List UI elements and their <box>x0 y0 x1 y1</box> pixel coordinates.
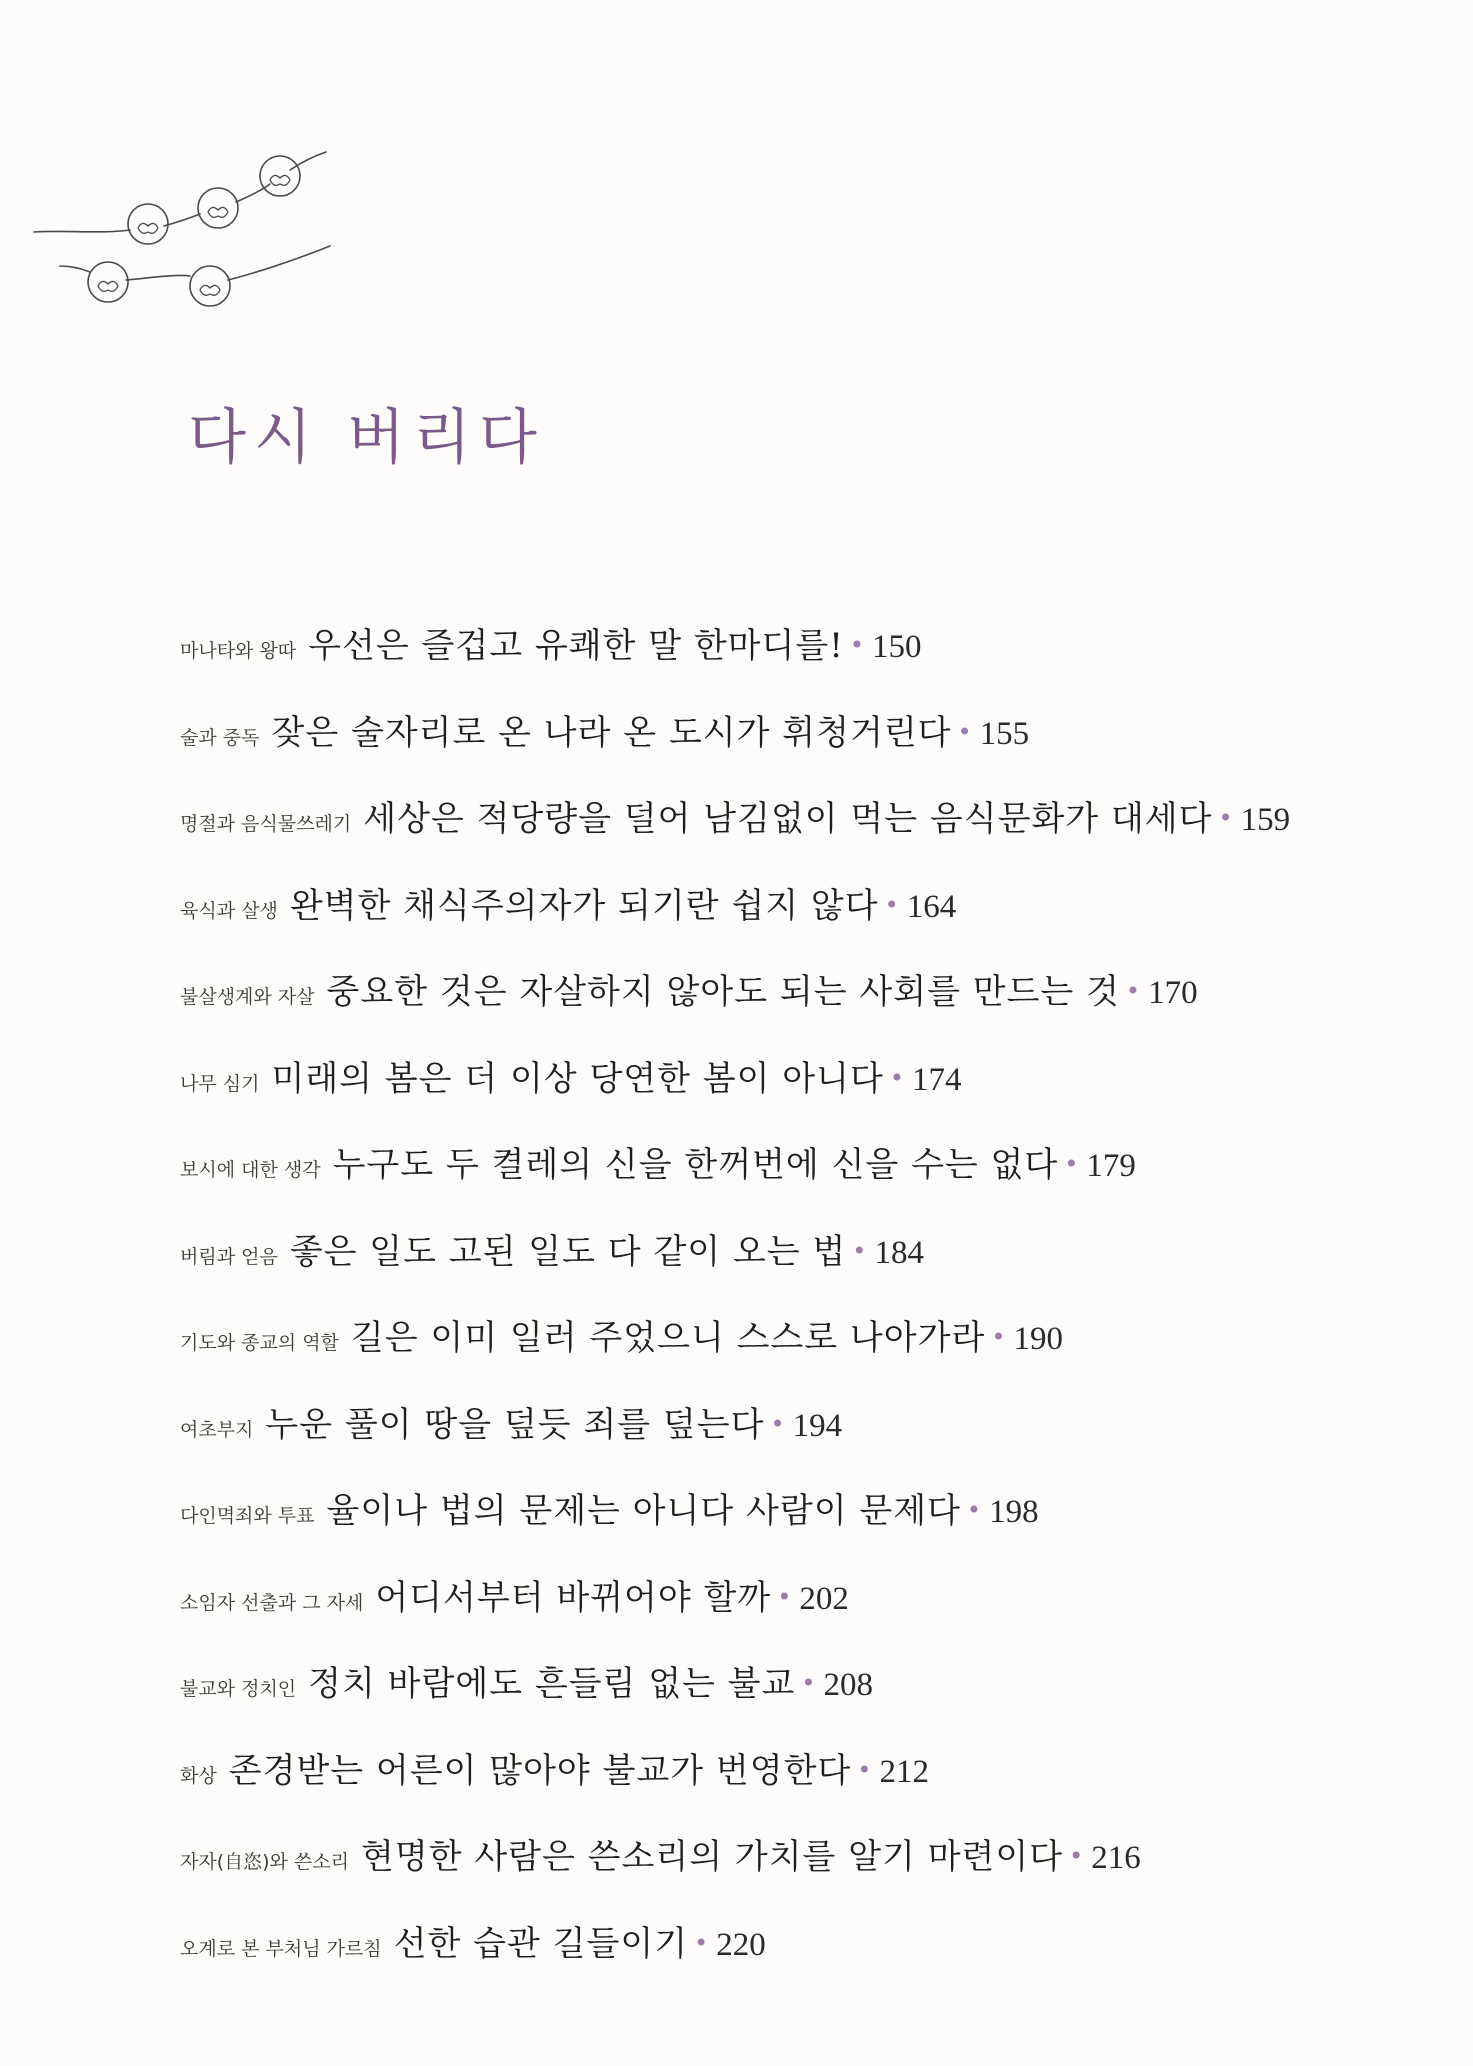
entry-title: 현명한 사람은 쓴소리의 가치를 알기 마련이다 <box>361 1837 1064 1877</box>
entry-separator: • <box>1218 804 1233 832</box>
entry-page-number: 190 <box>1013 1321 1063 1357</box>
entry-page-number: 194 <box>792 1407 843 1444</box>
toc-entry[interactable] <box>180 878 1360 965</box>
toc-entry[interactable] <box>180 1051 1360 1138</box>
flower-garland-icon <box>30 140 340 330</box>
entry-page-number: 198 <box>989 1494 1039 1530</box>
toc-entry[interactable] <box>180 1310 1360 1397</box>
entry-topic: 버림과 얻음 <box>180 1245 278 1268</box>
entry-separator: • <box>957 717 972 746</box>
entry-separator: • <box>770 1409 785 1438</box>
entry-separator: • <box>777 1582 792 1611</box>
toc-entry[interactable] <box>180 791 1360 878</box>
entry-title: 중요한 것은 자살하지 않아도 되는 사회를 만드는 것 <box>326 972 1120 1012</box>
entry-separator: • <box>1125 977 1141 1005</box>
entry-title: 세상은 적당량을 덜어 남김없이 먹는 음식문화가 대세다 <box>363 799 1213 839</box>
toc-entry[interactable] <box>180 1570 1360 1657</box>
entry-topic: 소임자 선출과 그 자세 <box>180 1591 364 1614</box>
entry-page-number: 202 <box>799 1580 849 1617</box>
entry-topic: 다인멱죄와 투표 <box>180 1505 315 1527</box>
entry-page-number: 159 <box>1240 802 1291 838</box>
entry-page-number: 220 <box>716 1926 766 1963</box>
entry-page-number: 170 <box>1148 975 1198 1011</box>
entry-topic: 불살생계와 자살 <box>180 986 315 1008</box>
entry-title: 누구도 두 켤레의 신을 한꺼번에 신을 수는 없다 <box>332 1145 1059 1185</box>
entry-title: 우선은 즐겁고 유쾌한 말 한마디를! <box>308 626 844 666</box>
entry-separator: • <box>852 1236 867 1265</box>
entry-separator: • <box>884 890 899 919</box>
toc-entry[interactable] <box>180 1916 1360 2003</box>
entry-title: 어디서부터 바뀌어야 할까 <box>375 1577 772 1618</box>
toc-entry[interactable] <box>180 1397 1360 1484</box>
entry-separator: • <box>991 1323 1006 1351</box>
entry-title: 좋은 일도 고된 일도 다 같이 오는 법 <box>289 1231 847 1272</box>
entry-topic: 술과 중독 <box>180 726 260 749</box>
entry-topic: 나무 심기 <box>180 1072 260 1095</box>
entry-page-number: 179 <box>1086 1148 1136 1184</box>
entry-separator: • <box>801 1669 816 1697</box>
entry-topic: 여초부지 <box>180 1418 254 1441</box>
entry-page-number: 216 <box>1091 1840 1141 1876</box>
entry-topic: 보시에 대한 생각 <box>180 1159 321 1181</box>
entry-topic: 불교와 정치인 <box>180 1678 297 1700</box>
entry-page-number: 184 <box>874 1234 924 1271</box>
entry-title: 미래의 봄은 더 이상 당연한 봄이 아니다 <box>271 1058 884 1099</box>
entry-topic: 자자(自恣)와 쓴소리 <box>180 1851 349 1873</box>
entry-topic: 오계로 본 부처님 가르침 <box>180 1937 382 1960</box>
toc-entry[interactable] <box>180 1483 1360 1570</box>
toc-entry[interactable] <box>180 964 1360 1051</box>
chapter-title: 다시 버리다 <box>188 403 545 473</box>
entry-title: 누운 풀이 땅을 덮듯 죄를 덮는다 <box>265 1404 765 1445</box>
entry-topic: 육식과 살생 <box>180 899 278 922</box>
entry-topic: 명절과 음식물쓰레기 <box>180 813 352 835</box>
toc-entry[interactable] <box>180 705 1360 792</box>
entry-topic: 기도와 종교의 역할 <box>180 1332 339 1354</box>
entry-separator: • <box>694 1928 709 1957</box>
entry-separator: • <box>1064 1150 1079 1178</box>
entry-page-number: 212 <box>879 1753 929 1790</box>
entry-page-number: 150 <box>872 629 922 665</box>
entry-title: 정치 바람에도 흔들림 없는 불교 <box>308 1664 796 1704</box>
entry-separator: • <box>889 1063 904 1092</box>
entry-page-number: 155 <box>979 715 1030 752</box>
entry-separator: • <box>966 1496 982 1524</box>
entry-page-number: 164 <box>906 888 957 925</box>
entry-title: 선한 습관 길들이기 <box>393 1923 689 1964</box>
toc-entry[interactable] <box>180 1829 1360 1916</box>
toc-entry[interactable] <box>180 1137 1360 1224</box>
toc-entry[interactable] <box>180 1743 1360 1830</box>
entry-title: 율이나 법의 문제는 아니다 사람이 문제다 <box>326 1491 961 1531</box>
toc-entry[interactable] <box>180 1656 1360 1743</box>
entry-title: 잦은 술자리로 온 나라 온 도시가 휘청거린다 <box>271 712 952 753</box>
entry-page-number: 208 <box>823 1667 874 1703</box>
entry-page-number: 174 <box>911 1061 962 1098</box>
entry-separator: • <box>1069 1842 1084 1870</box>
entry-title: 길은 이미 일러 주었으니 스스로 나아가라 <box>350 1318 986 1358</box>
table-of-contents <box>180 618 1360 2002</box>
entry-title: 존경받는 어른이 많아야 불교가 번영한다 <box>228 1750 852 1791</box>
entry-topic: 화상 <box>180 1764 217 1787</box>
entry-topic: 마나타와 왕따 <box>180 640 297 662</box>
toc-entry[interactable] <box>180 618 1360 705</box>
toc-entry[interactable] <box>180 1224 1360 1311</box>
entry-separator: • <box>857 1755 872 1784</box>
entry-separator: • <box>849 631 865 659</box>
entry-title: 완벽한 채식주의자가 되기란 쉽지 않다 <box>289 885 879 926</box>
